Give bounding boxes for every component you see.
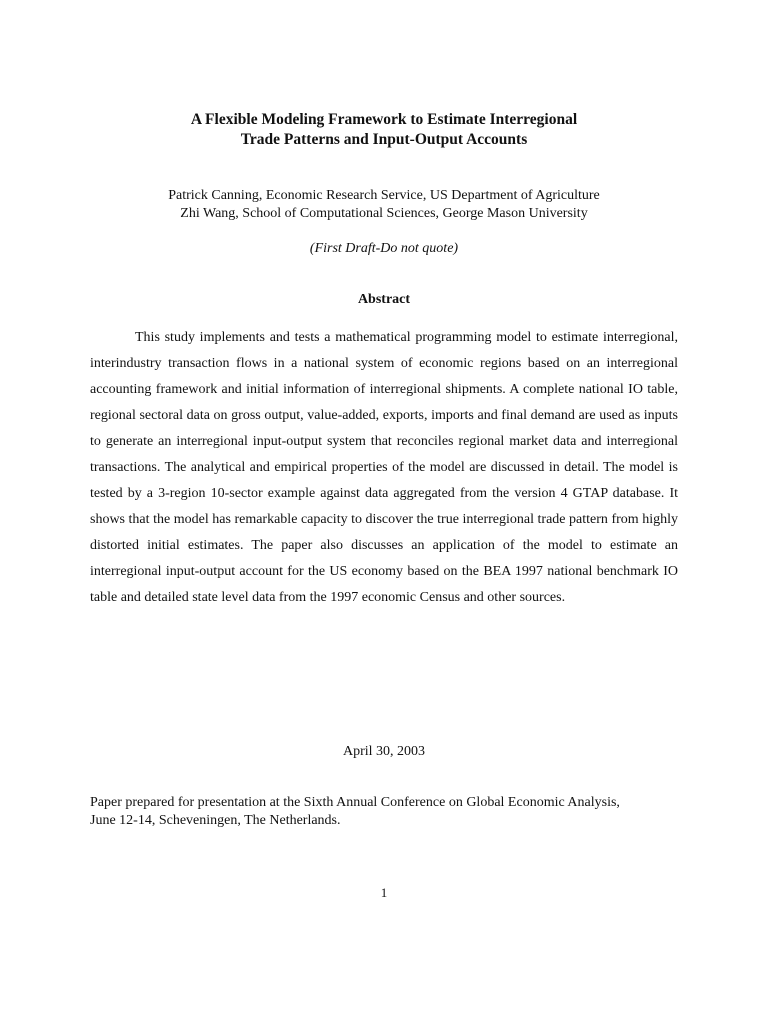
conference-note xyxy=(90,794,690,830)
abstract-heading: Abstract xyxy=(357,292,411,307)
author-2: Zhi Wang, School of Computational Sciences, George Mason University xyxy=(180,206,588,221)
page-number: 1 xyxy=(380,885,388,900)
author-list xyxy=(0,187,768,223)
title-line-1: A Flexible Modeling Framework to Estimate Interregional xyxy=(190,111,578,128)
draft-note: (First Draft-Do not quote) xyxy=(309,241,459,256)
abstract-body: This study implements and tests a mathematical programming model to estimate interregional, interindustry transaction flows in a national system of economic regions based on an interregional accounting framework and initial information of interregional shipments. A complete national IO table, regional sectoral data on gross output, value-added, exports, imports and final demand are used as inputs to generate an interregional input-output system that reconciles regional market data and interregional transactions. The analytical and empirical properties of the model are discussed in detail. The model is tested by a 3-region 10-sector example against data aggregated from the version 4 GTAP database. It shows that the model has remarkable capacity to discover the true interregional trade pattern from highly distorted initial estimates. The paper also discusses an application of the model to estimate an interregional input-output account for the US economy based on the BEA 1997 national benchmark IO table and detailed state level data from the 1997 economic Census and other sources. xyxy=(90,330,678,605)
conference-note-line-1: Paper prepared for presentation at the Sixth Annual Conference on Global Economic Analysis, xyxy=(90,795,620,810)
paper-date: April 30, 2003 xyxy=(342,744,426,759)
title-line-2: Trade Patterns and Input-Output Accounts xyxy=(240,131,528,148)
paper-title xyxy=(0,110,768,150)
conference-note-line-2: June 12-14, Scheveningen, The Netherlands. xyxy=(90,813,341,828)
author-1: Patrick Canning, Economic Research Service, US Department of Agriculture xyxy=(168,188,600,203)
